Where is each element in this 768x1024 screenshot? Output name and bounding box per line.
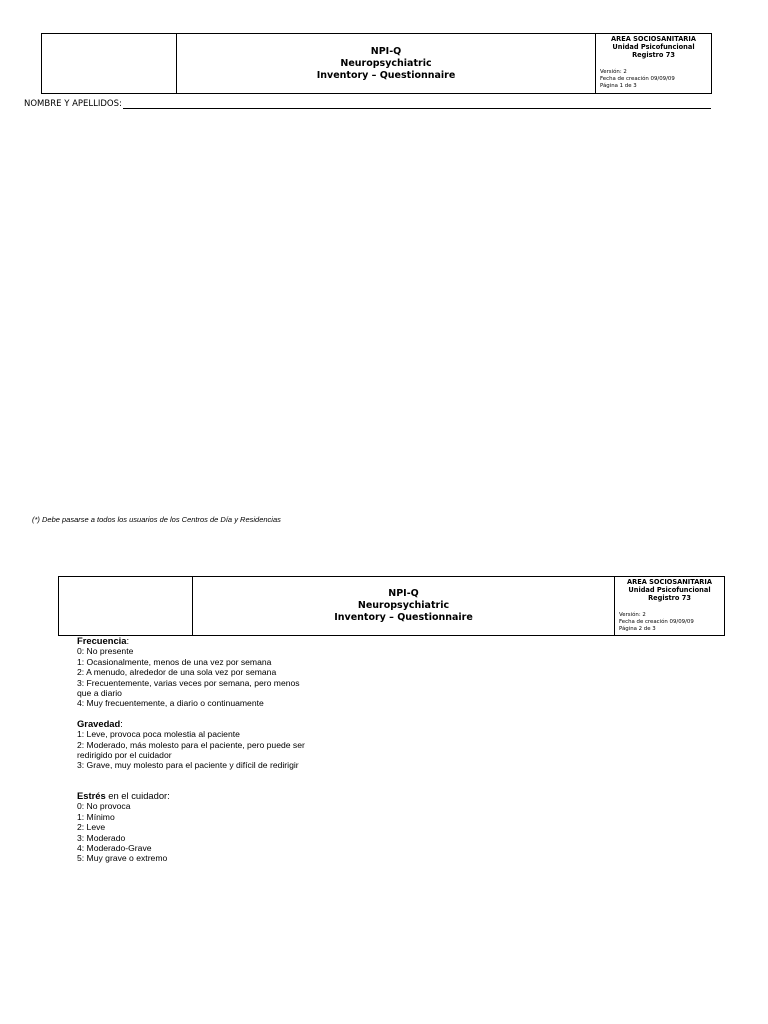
gravedad-title-rest: : — [120, 717, 123, 729]
page2-title-line3: Inventory – Questionnaire — [334, 612, 473, 623]
frecuencia-item: 1: Ocasionalmente, menos de una vez por semana — [77, 656, 272, 667]
frecuencia-title-rest: : — [126, 635, 130, 646]
page2-created: Fecha de creación 09/09/09 — [619, 619, 694, 625]
page1-area: AREA SOCIOSANITARIA — [611, 35, 696, 43]
estres-item: 4: Moderado-Grave — [77, 842, 152, 853]
gravedad-title — [77, 719, 307, 729]
page2-meta-cell — [615, 577, 724, 635]
estres-title-rest: en el cuidador: — [105, 789, 170, 801]
name-label: NOMBRE Y APELLIDOS: — [24, 99, 122, 109]
page1-version: Versión: 2 — [600, 69, 627, 75]
frecuencia-title-bold: Frecuencia — [77, 635, 127, 646]
page1-unit: Unidad Psicofuncional — [612, 43, 695, 51]
page1-page-number: Página 1 de 3 — [600, 83, 637, 89]
page2-page-number: Página 2 de 3 — [619, 626, 656, 632]
page2-logo-cell — [59, 577, 193, 635]
estres-title-bold: Estrés — [77, 789, 106, 801]
page1-title-line3: Inventory – Questionnaire — [316, 69, 456, 81]
estres-item: 2: Leve — [77, 822, 106, 833]
page2-title-cell — [193, 577, 615, 635]
page2-unit: Unidad Psicofuncional — [628, 586, 711, 594]
estres-item: 1: Mínimo — [77, 811, 115, 822]
name-field — [24, 99, 711, 109]
page1-logo-cell — [42, 34, 177, 93]
page1-meta-cell — [596, 34, 711, 93]
spacer — [77, 771, 307, 791]
page2-title-line2: Neuropsychiatric — [357, 600, 450, 611]
page1-header-table — [41, 33, 712, 94]
gravedad-item: 3: Grave, muy molesto para el paciente y difícil de redirigir — [77, 760, 299, 771]
page2-version: Versión: 2 — [619, 612, 646, 618]
page2-header-table — [58, 576, 725, 636]
page1-title-line2: Neuropsychiatric — [340, 57, 432, 69]
estres-item: 0: No provoca — [77, 801, 131, 812]
page1-created: Fecha de creación 09/09/09 — [600, 76, 675, 82]
frecuencia-title — [77, 636, 307, 646]
gravedad-item: 2: Moderado, más molesto para el paciente, pero puede ser redirigido por el cuidador — [77, 739, 305, 761]
frecuencia-item: 2: A menudo, alrededor de una sola vez por semana — [77, 667, 277, 678]
name-underline[interactable] — [123, 100, 711, 109]
estres-title — [77, 791, 307, 801]
page1-title-cell — [177, 34, 596, 93]
estres-item: 3: Moderado — [77, 832, 126, 843]
page2-registry: Registro 73 — [648, 594, 691, 602]
page1-registry: Registro 73 — [632, 51, 675, 59]
frecuencia-item: 4: Muy frecuentemente, a diario o continuamente — [77, 698, 264, 709]
estres-item: 5: Muy grave o extremo — [77, 853, 168, 864]
gravedad-title-bold: Gravedad — [77, 717, 121, 729]
page1-footnote: (*) Debe pasarse a todos los usuarios de los Centros de Día y Residencias — [32, 515, 281, 524]
page2-title-line1: NPI-Q — [388, 588, 419, 599]
page1-title-line1: NPI-Q — [370, 45, 402, 57]
frecuencia-item: 3: Frecuentemente, varias veces por semana, pero menos que a diario — [77, 677, 300, 699]
frecuencia-item: 0: No presente — [77, 646, 134, 657]
gravedad-item: 1: Leve, provoca poca molestia al paciente — [77, 729, 240, 740]
page2-area: AREA SOCIOSANITARIA — [627, 578, 712, 586]
scoring-legend — [77, 636, 307, 864]
